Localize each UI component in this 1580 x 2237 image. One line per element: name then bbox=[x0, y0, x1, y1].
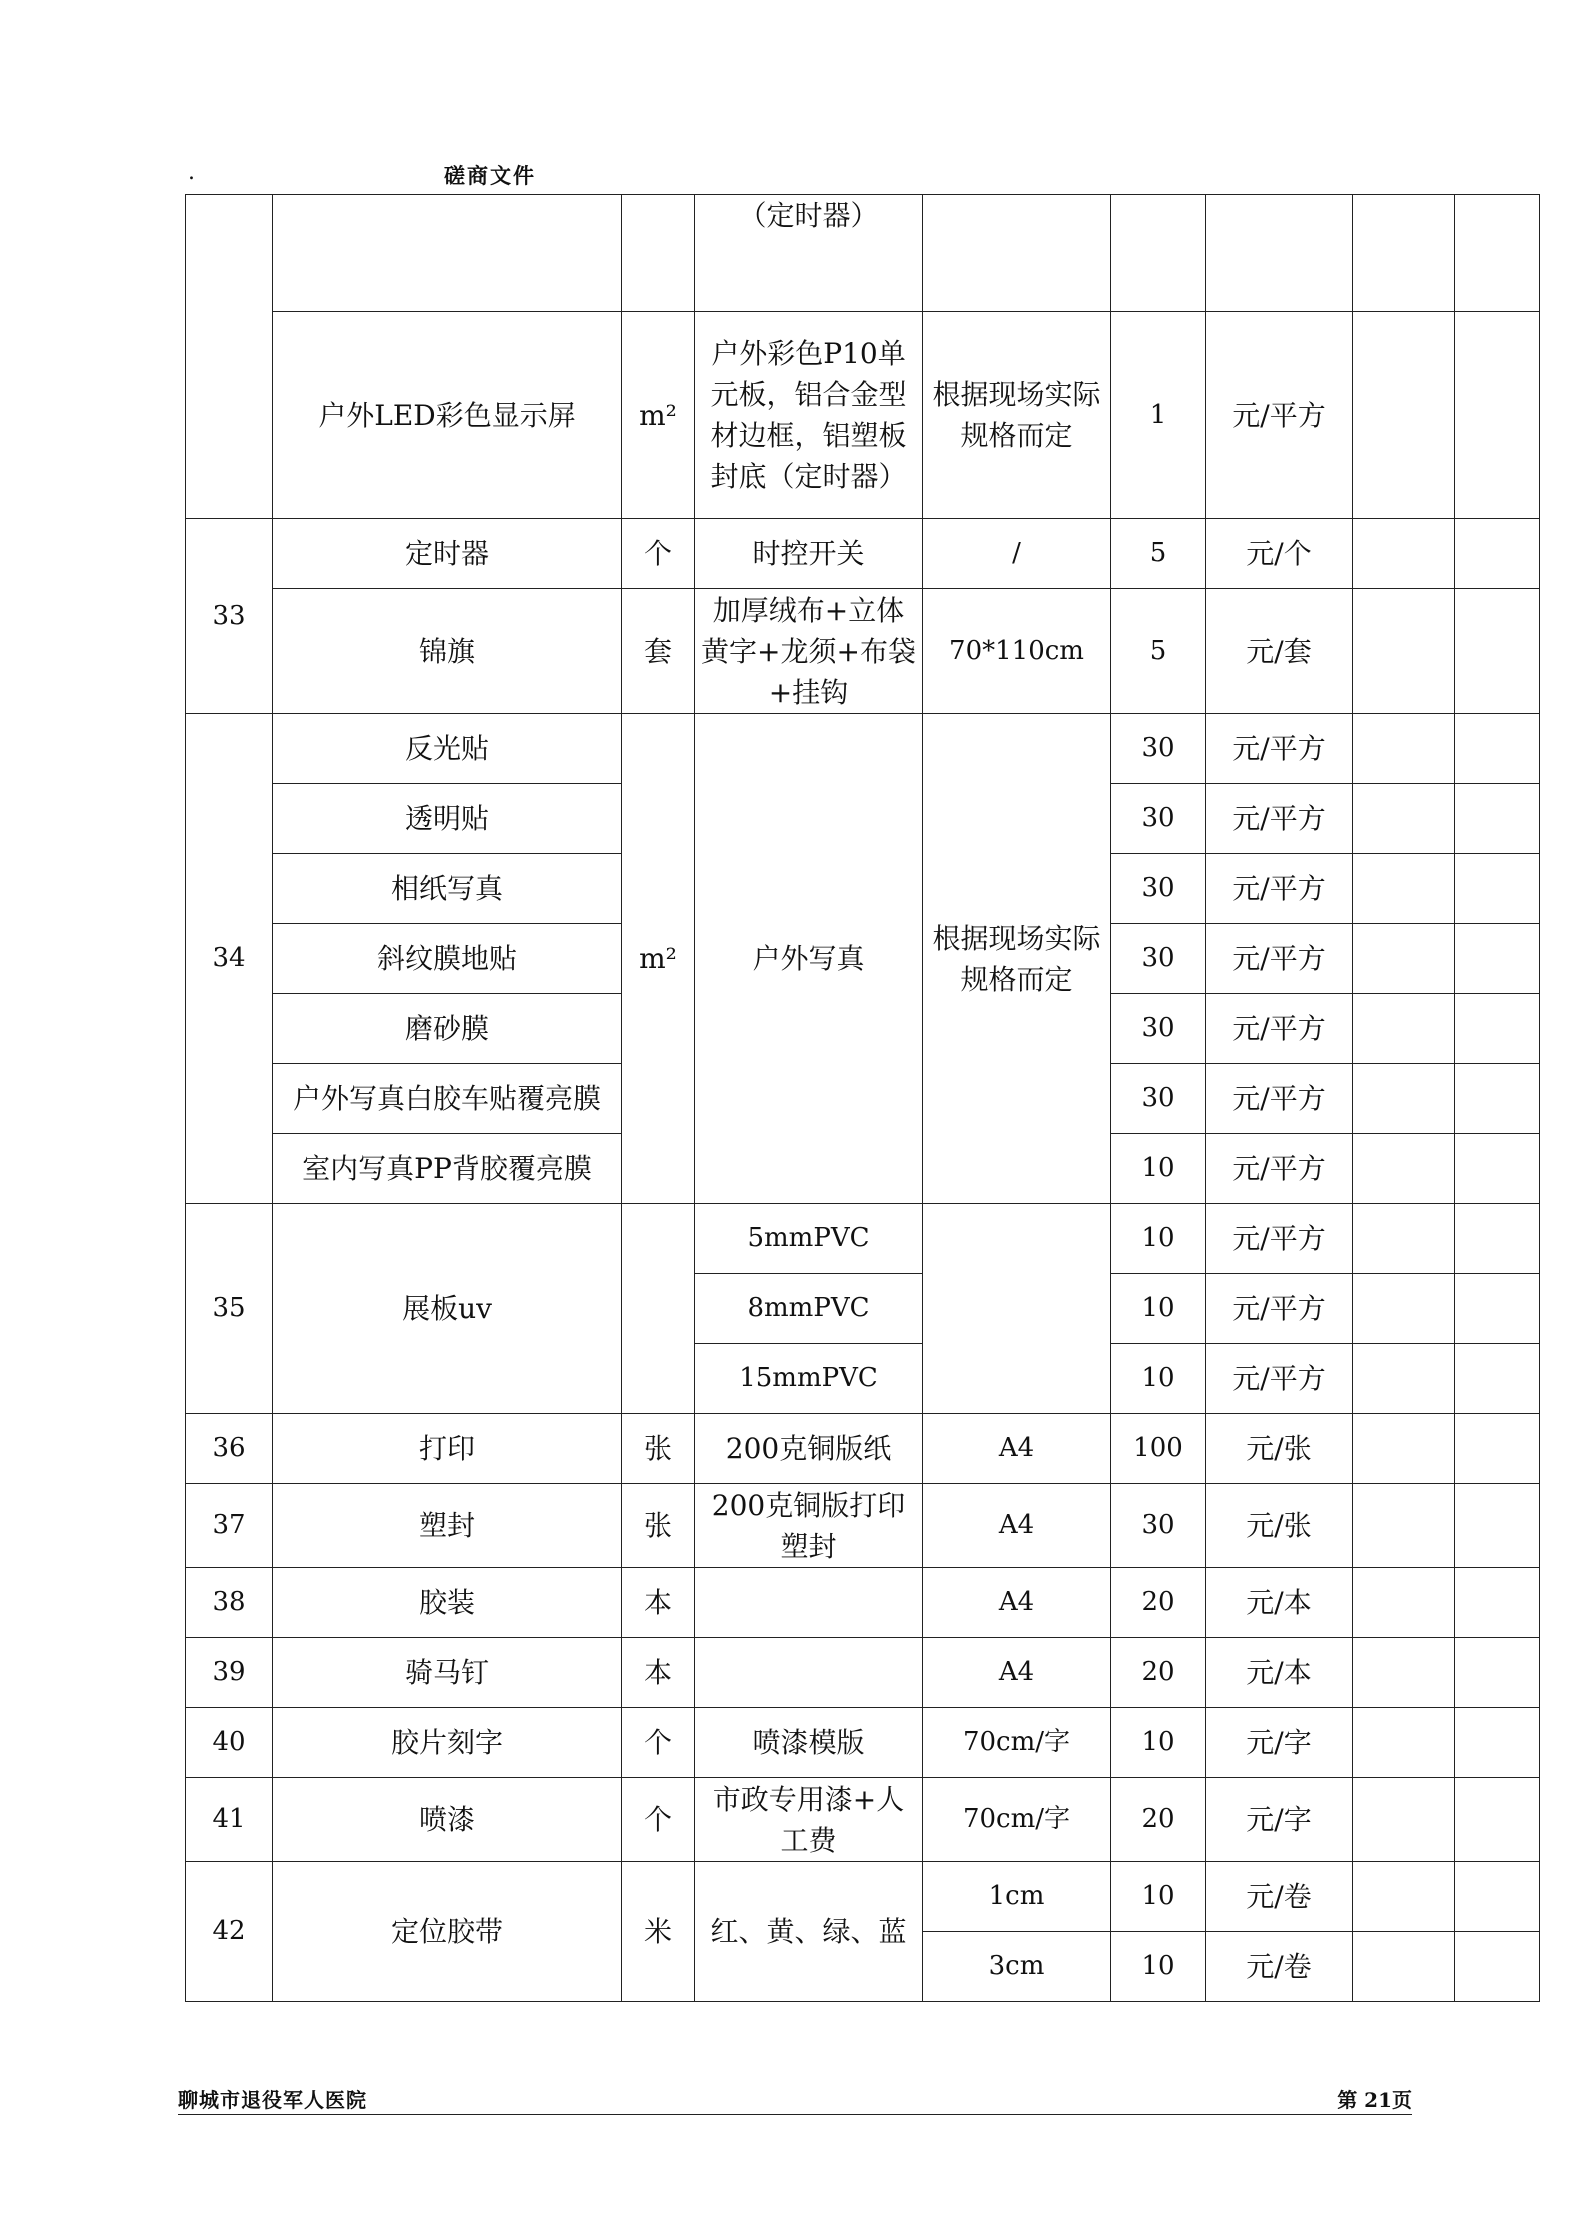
blank-cell bbox=[1455, 589, 1540, 714]
item-qty: 100 bbox=[1111, 1414, 1206, 1484]
table-row bbox=[186, 1414, 1540, 1484]
blank-cell bbox=[1353, 589, 1455, 714]
item-qty: 30 bbox=[1111, 1484, 1206, 1568]
item-price-unit: 元/平方 bbox=[1206, 1274, 1353, 1344]
item-qty: 10 bbox=[1111, 1344, 1206, 1414]
item-name: 定时器 bbox=[273, 519, 622, 589]
item-qty: 20 bbox=[1111, 1568, 1206, 1638]
blank-cell bbox=[1455, 1778, 1540, 1862]
item-unit: 张 bbox=[622, 1414, 695, 1484]
item-price-unit: 元/平方 bbox=[1206, 924, 1353, 994]
item-unit bbox=[622, 195, 695, 312]
blank-cell bbox=[1455, 1638, 1540, 1708]
item-spec: 户外彩色P10单元板，铝合金型材边框，铝塑板封底（定时器） bbox=[695, 312, 923, 519]
item-size: / bbox=[923, 519, 1111, 589]
item-price-unit: 元/个 bbox=[1206, 519, 1353, 589]
table-row bbox=[186, 589, 1540, 714]
item-price-unit: 元/平方 bbox=[1206, 854, 1353, 924]
item-price-unit: 元/平方 bbox=[1206, 1344, 1353, 1414]
row-number bbox=[186, 195, 273, 519]
item-spec: 加厚绒布+立体黄字+龙须+布袋+挂钩 bbox=[695, 589, 923, 714]
item-name: 室内写真PP背胶覆亮膜 bbox=[273, 1134, 622, 1204]
item-size: A4 bbox=[923, 1414, 1111, 1484]
item-qty: 10 bbox=[1111, 1134, 1206, 1204]
blank-cell bbox=[1455, 784, 1540, 854]
item-size bbox=[923, 195, 1111, 312]
item-spec: 户外写真 bbox=[695, 714, 923, 1204]
footer-organization: 聊城市退役军人医院 bbox=[178, 2088, 367, 2112]
blank-cell bbox=[1455, 1414, 1540, 1484]
item-price-unit bbox=[1206, 195, 1353, 312]
header-title: 磋商文件 bbox=[444, 163, 536, 188]
page-header bbox=[188, 160, 1412, 195]
item-size bbox=[923, 1204, 1111, 1414]
item-name: 打印 bbox=[273, 1414, 622, 1484]
item-size: 70*110cm bbox=[923, 589, 1111, 714]
item-name: 户外写真白胶车贴覆亮膜 bbox=[273, 1064, 622, 1134]
item-name: 胶装 bbox=[273, 1568, 622, 1638]
item-price-unit: 元/平方 bbox=[1206, 784, 1353, 854]
blank-cell bbox=[1353, 1932, 1455, 2002]
blank-cell bbox=[1353, 1638, 1455, 1708]
item-price-unit: 元/张 bbox=[1206, 1484, 1353, 1568]
item-name: 塑封 bbox=[273, 1484, 622, 1568]
item-unit: 张 bbox=[622, 1484, 695, 1568]
item-unit: 个 bbox=[622, 1778, 695, 1862]
item-qty: 30 bbox=[1111, 924, 1206, 994]
item-qty: 30 bbox=[1111, 784, 1206, 854]
table-row bbox=[186, 1708, 1540, 1778]
item-qty: 30 bbox=[1111, 714, 1206, 784]
item-name bbox=[273, 195, 622, 312]
item-price-unit: 元/平方 bbox=[1206, 994, 1353, 1064]
item-size: A4 bbox=[923, 1638, 1111, 1708]
blank-cell bbox=[1353, 1274, 1455, 1344]
table-row bbox=[186, 519, 1540, 589]
item-unit bbox=[622, 1204, 695, 1414]
blank-cell bbox=[1455, 1274, 1540, 1344]
item-spec: 200克铜版打印塑封 bbox=[695, 1484, 923, 1568]
item-qty: 1 bbox=[1111, 312, 1206, 519]
row-number: 39 bbox=[186, 1638, 273, 1708]
item-size: 70cm/字 bbox=[923, 1778, 1111, 1862]
item-name: 磨砂膜 bbox=[273, 994, 622, 1064]
blank-cell bbox=[1353, 854, 1455, 924]
item-name: 相纸写真 bbox=[273, 854, 622, 924]
item-qty: 10 bbox=[1111, 1204, 1206, 1274]
row-number: 42 bbox=[186, 1862, 273, 2002]
item-size: 70cm/字 bbox=[923, 1708, 1111, 1778]
blank-cell bbox=[1353, 1064, 1455, 1134]
item-spec: 15mmPVC bbox=[695, 1344, 923, 1414]
row-number: 40 bbox=[186, 1708, 273, 1778]
item-qty: 5 bbox=[1111, 589, 1206, 714]
blank-cell bbox=[1353, 1778, 1455, 1862]
item-price-unit: 元/本 bbox=[1206, 1568, 1353, 1638]
item-qty: 20 bbox=[1111, 1638, 1206, 1708]
item-qty: 20 bbox=[1111, 1778, 1206, 1862]
item-size: 根据现场实际规格而定 bbox=[923, 714, 1111, 1204]
blank-cell bbox=[1353, 1862, 1455, 1932]
item-price-unit: 元/张 bbox=[1206, 1414, 1353, 1484]
item-qty: 30 bbox=[1111, 994, 1206, 1064]
blank-cell bbox=[1353, 1344, 1455, 1414]
row-number: 35 bbox=[186, 1204, 273, 1414]
blank-cell bbox=[1353, 519, 1455, 589]
item-size: 根据现场实际规格而定 bbox=[923, 312, 1111, 519]
item-name: 斜纹膜地贴 bbox=[273, 924, 622, 994]
blank-cell bbox=[1353, 784, 1455, 854]
table-row bbox=[186, 714, 1540, 784]
price-table bbox=[185, 194, 1540, 2002]
blank-cell bbox=[1353, 1484, 1455, 1568]
blank-cell bbox=[1353, 714, 1455, 784]
item-spec: 200克铜版纸 bbox=[695, 1414, 923, 1484]
item-spec: 时控开关 bbox=[695, 519, 923, 589]
item-spec bbox=[695, 1638, 923, 1708]
item-size: 1cm bbox=[923, 1862, 1111, 1932]
blank-cell bbox=[1455, 312, 1540, 519]
item-unit: m² bbox=[622, 714, 695, 1204]
page-number: 第 21页 bbox=[1337, 2088, 1412, 2112]
item-unit: 个 bbox=[622, 1708, 695, 1778]
blank-cell bbox=[1455, 1708, 1540, 1778]
blank-cell bbox=[1455, 1484, 1540, 1568]
header-mark: . bbox=[188, 160, 195, 185]
blank-cell bbox=[1455, 195, 1540, 312]
item-price-unit: 元/卷 bbox=[1206, 1862, 1353, 1932]
item-unit: 个 bbox=[622, 519, 695, 589]
item-qty: 10 bbox=[1111, 1862, 1206, 1932]
item-name: 透明贴 bbox=[273, 784, 622, 854]
blank-cell bbox=[1455, 1134, 1540, 1204]
item-name: 骑马钉 bbox=[273, 1638, 622, 1708]
blank-cell bbox=[1353, 312, 1455, 519]
blank-cell bbox=[1353, 195, 1455, 312]
row-number: 36 bbox=[186, 1414, 273, 1484]
item-price-unit: 元/平方 bbox=[1206, 312, 1353, 519]
blank-cell bbox=[1353, 1204, 1455, 1274]
blank-cell bbox=[1455, 1064, 1540, 1134]
table-row bbox=[186, 195, 1540, 312]
blank-cell bbox=[1455, 714, 1540, 784]
row-number: 38 bbox=[186, 1568, 273, 1638]
table-row bbox=[186, 1568, 1540, 1638]
blank-cell bbox=[1455, 994, 1540, 1064]
item-name: 喷漆 bbox=[273, 1778, 622, 1862]
item-name: 反光贴 bbox=[273, 714, 622, 784]
item-unit: 本 bbox=[622, 1568, 695, 1638]
item-qty: 10 bbox=[1111, 1932, 1206, 2002]
blank-cell bbox=[1353, 1568, 1455, 1638]
item-size: A4 bbox=[923, 1484, 1111, 1568]
item-size: 3cm bbox=[923, 1932, 1111, 2002]
item-spec: 市政专用漆+人工费 bbox=[695, 1778, 923, 1862]
item-unit: 本 bbox=[622, 1638, 695, 1708]
item-qty: 30 bbox=[1111, 854, 1206, 924]
item-price-unit: 元/平方 bbox=[1206, 1134, 1353, 1204]
item-qty: 10 bbox=[1111, 1274, 1206, 1344]
blank-cell bbox=[1455, 924, 1540, 994]
blank-cell bbox=[1353, 1708, 1455, 1778]
table-row bbox=[186, 1862, 1540, 1932]
blank-cell bbox=[1455, 519, 1540, 589]
row-number: 37 bbox=[186, 1484, 273, 1568]
item-price-unit: 元/卷 bbox=[1206, 1932, 1353, 2002]
item-name: 定位胶带 bbox=[273, 1862, 622, 2002]
item-spec: 8mmPVC bbox=[695, 1274, 923, 1344]
item-size: A4 bbox=[923, 1568, 1111, 1638]
item-qty: 10 bbox=[1111, 1708, 1206, 1778]
item-spec bbox=[695, 1568, 923, 1638]
item-unit: 米 bbox=[622, 1862, 695, 2002]
item-unit: m² bbox=[622, 312, 695, 519]
row-number: 41 bbox=[186, 1778, 273, 1862]
item-spec: 喷漆模版 bbox=[695, 1708, 923, 1778]
item-price-unit: 元/字 bbox=[1206, 1708, 1353, 1778]
item-price-unit: 元/平方 bbox=[1206, 1064, 1353, 1134]
table-row bbox=[186, 1638, 1540, 1708]
item-price-unit: 元/平方 bbox=[1206, 1204, 1353, 1274]
page-footer bbox=[178, 2084, 1412, 2115]
item-spec: （定时器） bbox=[695, 195, 923, 312]
blank-cell bbox=[1353, 1134, 1455, 1204]
item-price-unit: 元/本 bbox=[1206, 1638, 1353, 1708]
item-qty: 30 bbox=[1111, 1064, 1206, 1134]
item-name: 胶片刻字 bbox=[273, 1708, 622, 1778]
item-price-unit: 元/套 bbox=[1206, 589, 1353, 714]
table-row bbox=[186, 1484, 1540, 1568]
item-unit: 套 bbox=[622, 589, 695, 714]
table-row bbox=[186, 1778, 1540, 1862]
blank-cell bbox=[1455, 1204, 1540, 1274]
item-name: 户外LED彩色显示屏 bbox=[273, 312, 622, 519]
item-price-unit: 元/字 bbox=[1206, 1778, 1353, 1862]
blank-cell bbox=[1353, 994, 1455, 1064]
blank-cell bbox=[1455, 1932, 1540, 2002]
row-number: 33 bbox=[186, 519, 273, 714]
item-qty: 5 bbox=[1111, 519, 1206, 589]
table-row bbox=[186, 312, 1540, 519]
item-spec: 5mmPVC bbox=[695, 1204, 923, 1274]
table-row bbox=[186, 1204, 1540, 1274]
blank-cell bbox=[1353, 924, 1455, 994]
blank-cell bbox=[1455, 1344, 1540, 1414]
item-name: 展板uv bbox=[273, 1204, 622, 1414]
item-spec: 红、黄、绿、蓝 bbox=[695, 1862, 923, 2002]
row-number: 34 bbox=[186, 714, 273, 1204]
item-name: 锦旗 bbox=[273, 589, 622, 714]
item-price-unit: 元/平方 bbox=[1206, 714, 1353, 784]
blank-cell bbox=[1455, 1862, 1540, 1932]
blank-cell bbox=[1455, 854, 1540, 924]
item-qty bbox=[1111, 195, 1206, 312]
blank-cell bbox=[1353, 1414, 1455, 1484]
blank-cell bbox=[1455, 1568, 1540, 1638]
